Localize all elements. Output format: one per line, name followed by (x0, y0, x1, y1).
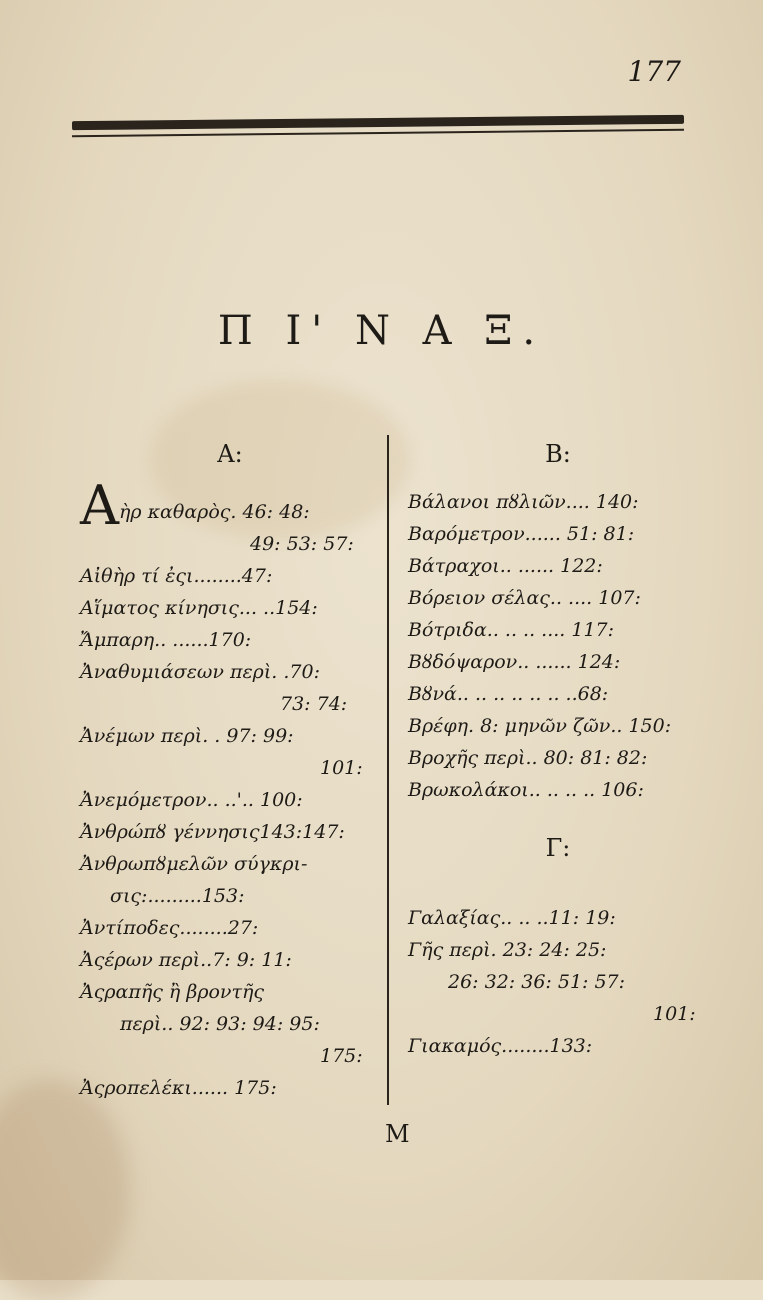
index-entry (80, 474, 380, 537)
index-entry-continuation: περὶ.. 92: 93: 94: 95: (120, 1013, 320, 1035)
index-entry-continuation: 26: 32: 36: 51: 57: (448, 971, 626, 993)
entry-text: ὴρ καθαρὸς. 46: 48: (119, 501, 310, 523)
index-entry: Βαρόμετρον...... 51: 81: (408, 523, 635, 545)
index-entry: Ἀνθρώπȣ γέννησις143:147: (80, 821, 345, 843)
section-heading-beta: Β: (545, 440, 571, 468)
index-entry: Ἀνθρωπȣμελῶν σύγκρι- (80, 853, 308, 875)
page-number: 177 (627, 55, 681, 88)
index-entry: Γαλαξίας.. .. ..11: 19: (408, 907, 616, 929)
index-entry: Αἰθὴρ τί ἐςι........47: (80, 565, 273, 587)
index-entry: Γῆς περὶ. 23: 24: 25: (408, 939, 607, 961)
index-entry-continuation: 73: 74: (280, 693, 348, 715)
column-divider (387, 435, 389, 1105)
index-entry: Βȣδόψαρον.. ...... 124: (408, 651, 621, 673)
index-entry: Βότριδα.. .. .. .... 117: (408, 619, 615, 641)
index-entry: Ἀνεμόμετρον.. ..'.. 100: (80, 789, 303, 811)
index-entry: Βάτραχοι.. ...... 122: (408, 555, 603, 577)
index-entry: Βρωκολάκοι.. .. .. .. 106: (408, 779, 644, 801)
index-entry: Γιακαμός........133: (408, 1035, 593, 1057)
index-entry: Ἀςροπελέκι...... 175: (80, 1077, 277, 1099)
index-entry: Ἀςέρων περὶ..7: 9: 11: (80, 949, 292, 971)
index-entry: Ἀνέμων περὶ. . 97: 99: (80, 725, 294, 747)
section-heading-alpha: Α: (217, 440, 243, 468)
page-title: Π Ι' Ν Α Ξ. (217, 308, 546, 354)
water-stain (0, 1080, 130, 1300)
index-entry: Ἄμπαρη.. ......170: (80, 629, 252, 651)
index-entry-continuation: 49: 53: 57: (250, 533, 354, 555)
drop-cap: Α (80, 474, 119, 537)
index-entry: Βόρειον σέλας.. .... 107: (408, 587, 641, 609)
index-entry-continuation: 175: (320, 1045, 363, 1067)
left-column (80, 440, 380, 1104)
index-entry: Ἀςραπῆς ἢ βροντῆς (80, 981, 265, 1003)
index-entry: Ἀντίποδες........27: (80, 917, 259, 939)
index-entry: Αἵματος κίνησις... ..154: (80, 597, 318, 619)
index-entry-continuation: σις:.........153: (110, 885, 245, 907)
right-column (408, 440, 708, 1062)
header-rule-thin (72, 129, 684, 137)
index-entry-continuation: 101: (653, 1003, 696, 1025)
index-entry: Βȣνά.. .. .. .. .. .. ..68: (408, 683, 609, 705)
index-entry: Βροχῆς περὶ.. 80: 81: 82: (408, 747, 648, 769)
section-heading-gamma: Γ: (545, 834, 571, 862)
index-entry: Βρέφη. 8: μηνῶν ζῶν.. 150: (408, 715, 672, 737)
index-entry: Βάλανοι πȣλιῶν.... 140: (408, 491, 639, 513)
printer-signature-mark: Μ (385, 1120, 410, 1148)
index-entry: Ἀναθυμιάσεων περὶ. .70: (80, 661, 320, 683)
index-entry-continuation: 101: (320, 757, 363, 779)
header-rule (72, 115, 684, 130)
